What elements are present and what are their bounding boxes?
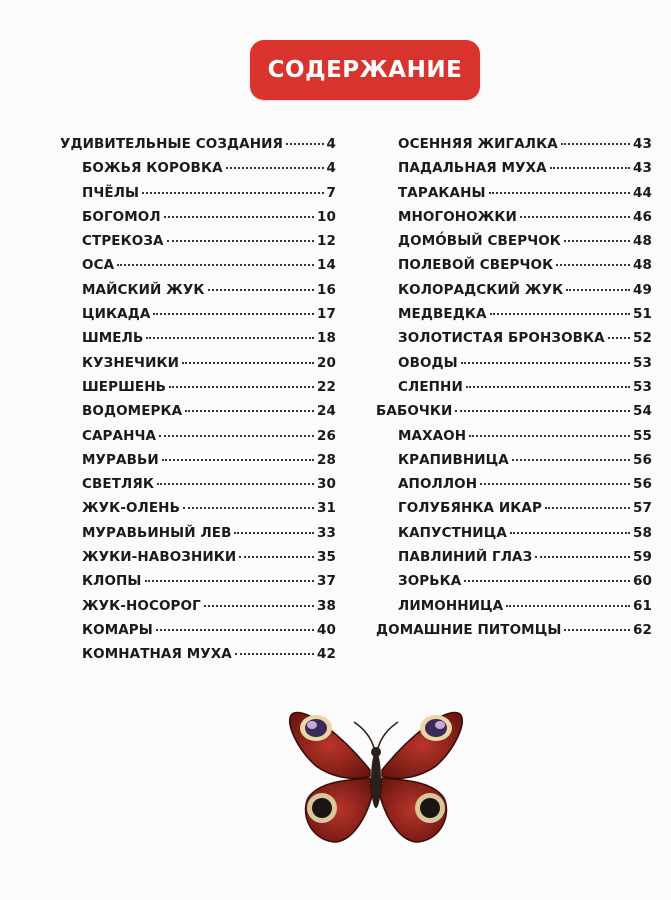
- dot-leader: [204, 605, 314, 607]
- toc-entry-label: ШМЕЛЬ: [82, 330, 144, 347]
- dot-leader: [464, 580, 630, 582]
- toc-entry-label: МНОГОНОЖКИ: [398, 208, 517, 225]
- toc-entry-label: ЦИКАДА: [82, 306, 151, 323]
- toc-entry-page: 55: [633, 427, 652, 444]
- toc-entry-page: 28: [317, 451, 336, 468]
- dot-leader: [506, 605, 630, 607]
- toc-entry-label: ДОМО́ВЫЙ СВЕРЧОК: [398, 233, 561, 250]
- toc-entry-label: ТАРАКАНЫ: [398, 184, 486, 201]
- toc-entry-page: 51: [633, 306, 652, 323]
- toc-entry-label: КОЛОРАДСКИЙ ЖУК: [398, 281, 564, 298]
- toc-entry: [60, 233, 336, 257]
- toc-entry-label: МАЙСКИЙ ЖУК: [82, 281, 205, 298]
- toc-entry: [376, 500, 652, 524]
- dot-leader: [466, 386, 630, 388]
- toc-entry: [376, 476, 652, 500]
- dot-leader: [185, 410, 314, 412]
- toc-entry-page: 14: [317, 257, 336, 274]
- dot-leader: [226, 167, 324, 169]
- toc-entry: [376, 573, 652, 597]
- dot-leader: [153, 313, 314, 315]
- dot-leader: [145, 580, 314, 582]
- dot-leader: [510, 532, 630, 534]
- toc-entry-page: 54: [633, 403, 652, 420]
- toc-entry-label: МУРАВЬИ: [82, 451, 159, 468]
- toc-entry-label: САРАНЧА: [82, 427, 157, 444]
- dot-leader: [564, 629, 630, 631]
- toc-entry-label: ЛИМОННИЦА: [398, 597, 504, 614]
- toc-entry: [60, 622, 336, 646]
- toc-entry-page: 56: [633, 476, 652, 493]
- toc-entry: [376, 355, 652, 379]
- dot-leader: [564, 240, 630, 242]
- dot-leader: [162, 459, 314, 461]
- toc-entry-page: 43: [633, 136, 652, 152]
- toc-entry: [60, 500, 336, 524]
- dot-leader: [169, 386, 314, 388]
- toc-entry: [60, 209, 336, 233]
- dot-leader: [167, 240, 314, 242]
- toc-entry-label: БАБОЧКИ: [376, 403, 453, 420]
- toc-entry-label: ПЧЁЛЫ: [82, 184, 140, 201]
- toc-entry: [60, 428, 336, 452]
- dot-leader: [235, 653, 314, 655]
- toc-entry-page: 58: [633, 524, 652, 541]
- toc-entry: [376, 257, 652, 281]
- toc-entry-page: 53: [633, 354, 652, 371]
- toc-entry-page: 46: [633, 208, 652, 225]
- toc-entry: [376, 525, 652, 549]
- dot-leader: [556, 264, 630, 266]
- toc-entry-page: 48: [633, 257, 652, 274]
- toc-entry: [376, 622, 652, 646]
- toc-entry-label: КОМАРЫ: [82, 621, 153, 638]
- toc-entry-label: КЛОПЫ: [82, 573, 142, 590]
- dot-leader: [535, 556, 630, 558]
- toc-entry-page: 52: [633, 330, 652, 347]
- dot-leader: [156, 629, 314, 631]
- toc-entry-page: 4: [326, 160, 336, 177]
- toc-entry: [376, 403, 652, 427]
- toc-entry-page: 57: [633, 500, 652, 517]
- toc-entry-page: 7: [326, 184, 336, 201]
- toc-entry-page: 31: [317, 500, 336, 517]
- toc-right-column: [376, 136, 652, 646]
- toc-entry-page: 37: [317, 573, 336, 590]
- toc-entry-label: МЕДВЕДКА: [398, 306, 487, 323]
- dot-leader: [561, 143, 630, 145]
- toc-entry-page: 56: [633, 451, 652, 468]
- toc-entry: [60, 355, 336, 379]
- toc-entry-label: ГОЛУБЯНКА ИКАР: [398, 500, 542, 517]
- toc-entry-page: 20: [317, 354, 336, 371]
- dot-leader: [157, 483, 314, 485]
- toc-entry-page: 16: [317, 281, 336, 298]
- page-title: СОДЕРЖАНИЕ: [267, 57, 463, 83]
- toc-entry: [60, 525, 336, 549]
- toc-entry: [60, 282, 336, 306]
- toc-entry-page: 60: [633, 573, 652, 590]
- toc-entry-page: 22: [317, 378, 336, 395]
- toc-entry: [376, 379, 652, 403]
- toc-entry-label: ОВОДЫ: [398, 354, 458, 371]
- toc-entry-page: 26: [317, 427, 336, 444]
- toc-entry-label: ЗОЛОТИСТАЯ БРОНЗОВКА: [398, 330, 605, 347]
- toc-entry-page: 4: [326, 136, 336, 152]
- toc-entry-page: 30: [317, 476, 336, 493]
- toc-entry-label: ПОЛЕВОЙ СВЕРЧОК: [398, 257, 554, 274]
- toc-entry-page: 33: [317, 524, 336, 541]
- toc-entry-page: 42: [317, 646, 336, 663]
- toc-entry-label: ШЕРШЕНЬ: [82, 378, 166, 395]
- dot-leader: [469, 435, 630, 437]
- toc-entry-page: 49: [633, 281, 652, 298]
- toc-entry: [60, 160, 336, 184]
- toc-entry: [60, 646, 336, 670]
- toc-entry-label: ДОМАШНИЕ ПИТОМЦЫ: [376, 621, 562, 638]
- toc-entry: [60, 476, 336, 500]
- toc-entry: [60, 136, 336, 160]
- dot-leader: [183, 507, 314, 509]
- dot-leader: [208, 289, 315, 291]
- toc-entry-page: 10: [317, 208, 336, 225]
- toc-entry: [376, 160, 652, 184]
- dot-leader: [461, 362, 630, 364]
- toc-entry: [376, 233, 652, 257]
- toc-entry: [60, 379, 336, 403]
- toc-left-column: [60, 136, 336, 671]
- toc-entry-label: МАХАОН: [398, 427, 467, 444]
- toc-entry-page: 44: [633, 184, 652, 201]
- dot-leader: [545, 507, 630, 509]
- toc-entry-page: 43: [633, 160, 652, 177]
- toc-entry-label: КОМНАТНАЯ МУХА: [82, 646, 232, 663]
- dot-leader: [286, 143, 324, 145]
- toc-entry: [376, 209, 652, 233]
- toc-entry-label: УДИВИТЕЛЬНЫЕ СОЗДАНИЯ: [60, 136, 283, 152]
- title-badge: [250, 40, 480, 100]
- toc-entry-page: 12: [317, 233, 336, 250]
- dot-leader: [455, 410, 630, 412]
- toc-entry-page: 53: [633, 378, 652, 395]
- dot-leader: [550, 167, 630, 169]
- dot-leader: [159, 435, 314, 437]
- toc-entry-page: 18: [317, 330, 336, 347]
- toc-entry-label: АПОЛЛОН: [398, 476, 478, 493]
- toc-entry-label: СТРЕКОЗА: [82, 233, 164, 250]
- toc-entry: [376, 428, 652, 452]
- dot-leader: [566, 289, 630, 291]
- toc-entry-label: ОСА: [82, 257, 115, 274]
- dot-leader: [490, 313, 631, 315]
- dot-leader: [234, 532, 314, 534]
- toc-entry-page: 62: [633, 621, 652, 638]
- toc-entry-label: КУЗНЕЧИКИ: [82, 354, 179, 371]
- toc-entry: [376, 598, 652, 622]
- toc-entry: [60, 573, 336, 597]
- dot-leader: [512, 459, 630, 461]
- toc-entry-label: ЖУК-НОСОРОГ: [82, 597, 201, 614]
- toc-entry-page: 35: [317, 549, 336, 566]
- toc-entry-page: 59: [633, 549, 652, 566]
- toc-entry-page: 17: [317, 306, 336, 323]
- toc-entry: [60, 403, 336, 427]
- dot-leader: [520, 216, 630, 218]
- toc-entry-label: ЖУКИ-НАВОЗНИКИ: [82, 549, 237, 566]
- dot-leader: [164, 216, 314, 218]
- toc-entry-label: ПАВЛИНИЙ ГЛАЗ: [398, 549, 533, 566]
- toc-entry: [376, 306, 652, 330]
- toc-entry-label: КРАПИВНИЦА: [398, 451, 509, 468]
- toc-entry-label: БОГОМОЛ: [82, 208, 161, 225]
- toc-entry: [376, 136, 652, 160]
- toc-entry-label: ЗОРЬКА: [398, 573, 462, 590]
- toc-entry-label: ПАДАЛЬНАЯ МУХА: [398, 160, 547, 177]
- toc-entry-label: СЛЕПНИ: [398, 378, 463, 395]
- dot-leader: [480, 483, 630, 485]
- dot-leader: [117, 264, 314, 266]
- toc-entry: [376, 282, 652, 306]
- toc-entry: [376, 452, 652, 476]
- peacock-butterfly-icon: [286, 700, 466, 850]
- toc-entry: [60, 452, 336, 476]
- toc-entry-page: 61: [633, 597, 652, 614]
- toc-entry-label: СВЕТЛЯК: [82, 476, 154, 493]
- toc-entry-page: 40: [317, 621, 336, 638]
- dot-leader: [489, 192, 630, 194]
- toc-entry-page: 38: [317, 597, 336, 614]
- toc-entry-label: ЖУК-ОЛЕНЬ: [82, 500, 180, 517]
- toc-entry: [60, 549, 336, 573]
- toc-entry: [60, 306, 336, 330]
- toc-entry: [376, 330, 652, 354]
- dot-leader: [182, 362, 314, 364]
- toc-entry: [376, 185, 652, 209]
- toc-entry: [60, 330, 336, 354]
- dot-leader: [239, 556, 314, 558]
- toc-entry-label: БОЖЬЯ КОРОВКА: [82, 160, 223, 177]
- toc-entry: [60, 185, 336, 209]
- toc-entry-page: 48: [633, 233, 652, 250]
- toc-entry-label: КАПУСТНИЦА: [398, 524, 507, 541]
- dot-leader: [608, 337, 630, 339]
- toc-entry-label: ОСЕННЯЯ ЖИГАЛКА: [398, 136, 558, 152]
- toc-entry-label: МУРАВЬИНЫЙ ЛЕВ: [82, 524, 232, 541]
- dot-leader: [146, 337, 314, 339]
- toc-entry: [60, 598, 336, 622]
- toc-entry-page: 24: [317, 403, 336, 420]
- toc-entry-label: ВОДОМЕРКА: [82, 403, 183, 420]
- toc-entry: [376, 549, 652, 573]
- toc-entry: [60, 257, 336, 281]
- dot-leader: [142, 192, 323, 194]
